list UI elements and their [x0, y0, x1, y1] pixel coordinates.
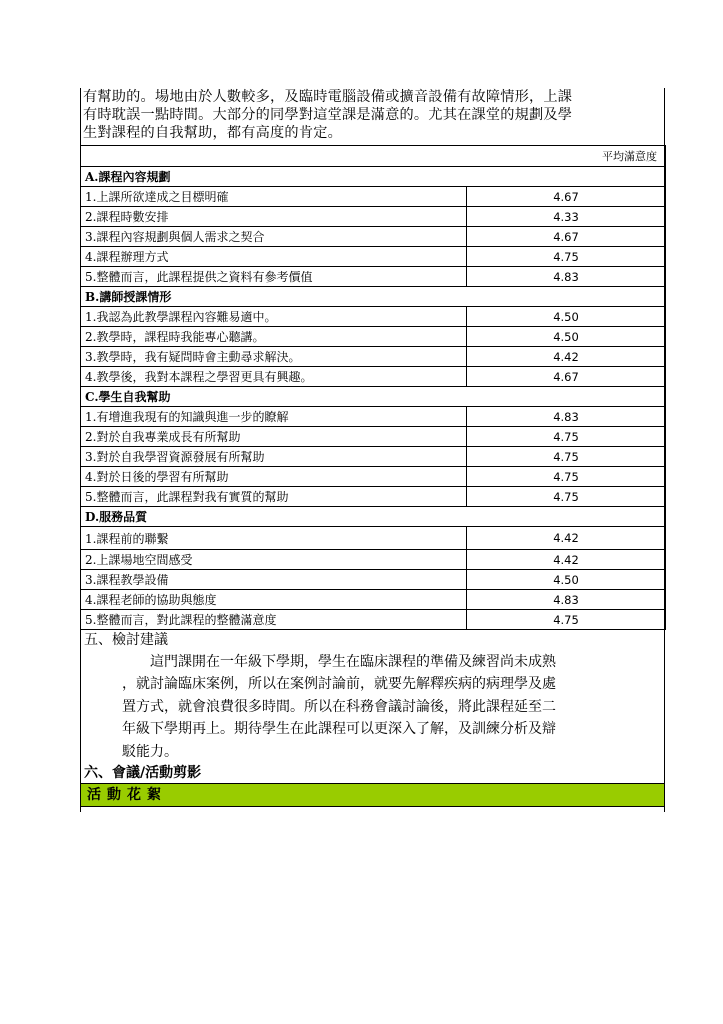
review-paragraph: [122, 651, 652, 763]
item-score: 4.75: [467, 467, 666, 487]
table-row: [81, 267, 666, 287]
table-header-row: [81, 146, 666, 167]
review-line: 年級下學期再上。期待學生在此課程可以更深入了解，及訓練分析及辯: [122, 721, 556, 738]
item-score: 4.75: [467, 427, 666, 447]
item-score: 4.50: [467, 307, 666, 327]
item-label: 1.上課所欲達成之目標明確: [81, 187, 467, 207]
item-score: 4.50: [467, 570, 666, 590]
item-label: 1.課程前的聯繫: [81, 527, 467, 550]
review-heading: 五、檢討建議: [84, 632, 168, 648]
item-score: 4.75: [467, 610, 666, 630]
table-row: [81, 367, 666, 387]
average-satisfaction-header: 平均滿意度: [81, 146, 666, 167]
table-row: [81, 407, 666, 427]
item-score: 4.75: [467, 487, 666, 507]
table-row: [81, 427, 666, 447]
table-row: [81, 447, 666, 467]
item-label: 3.課程教學設備: [81, 570, 467, 590]
table-row: [81, 227, 666, 247]
section-row-c: [81, 387, 666, 407]
item-label: 5.整體而言，此課程對我有實質的幫助: [81, 487, 467, 507]
table-row: [81, 347, 666, 367]
item-score: 4.42: [467, 527, 666, 550]
item-label: 1.我認為此教學課程內容難易適中。: [81, 307, 467, 327]
table-row: [81, 590, 666, 610]
item-label: 3.對於自我學習資源發展有所幫助: [81, 447, 467, 467]
review-line: 置方式，就會浪費很多時間。所以在科務會議討論後，將此課程延至二: [122, 698, 556, 715]
section-title: D.服務品質: [81, 507, 666, 527]
item-label: 4.教學後，我對本課程之學習更具有興趣。: [81, 367, 467, 387]
item-label: 5.整體而言，此課程提供之資料有參考價值: [81, 267, 467, 287]
section-title: A.課程內容規劃: [81, 167, 666, 187]
item-score: 4.67: [467, 367, 666, 387]
table-row: [81, 527, 666, 550]
item-score: 4.75: [467, 447, 666, 467]
review-line: 這門課開在一年級下學期，學生在臨床課程的準備及練習尚未成熟: [122, 654, 556, 670]
table-row: [81, 247, 666, 267]
table-row: [81, 610, 666, 630]
item-score: 4.50: [467, 327, 666, 347]
item-label: 3.教學時，我有疑問時會主動尋求解決。: [81, 347, 467, 367]
item-label: 4.課程老師的協助與態度: [81, 590, 467, 610]
review-line: 駁能力。: [122, 743, 178, 760]
item-score: 4.75: [467, 247, 666, 267]
photos-banner: [80, 783, 665, 807]
item-label: 5.整體而言，對此課程的整體滿意度: [81, 610, 467, 630]
table-row: [81, 327, 666, 347]
table-row: [81, 307, 666, 327]
item-score: 4.67: [467, 187, 666, 207]
item-label: 4.課程辦理方式: [81, 247, 467, 267]
section-title: C.學生自我幫助: [81, 387, 666, 407]
section-row-d: [81, 507, 666, 527]
item-label: 2.對於自我專業成長有所幫助: [81, 427, 467, 447]
item-score: 4.67: [467, 227, 666, 247]
item-score: 4.83: [467, 590, 666, 610]
item-label: 1.有增進我現有的知識與進一步的瞭解: [81, 407, 467, 427]
item-score: 4.83: [467, 407, 666, 427]
review-line: ，就討論臨床案例，所以在案例討論前，就要先解釋疾病的病理學及處: [122, 676, 556, 693]
item-score: 4.33: [467, 207, 666, 227]
section-title: B.講師授課情形: [81, 287, 666, 307]
table-row: [81, 187, 666, 207]
item-label: 3.課程內容規劃與個人需求之契合: [81, 227, 467, 247]
item-score: 4.42: [467, 550, 666, 570]
table-row: [81, 487, 666, 507]
table-row: [81, 207, 666, 227]
satisfaction-table: [80, 145, 666, 630]
intro-line: 生對課程的自我幫助，都有高度的肯定。: [83, 125, 342, 141]
section-row-b: [81, 287, 666, 307]
item-score: 4.42: [467, 347, 666, 367]
intro-paragraph: [83, 88, 663, 142]
item-score: 4.83: [467, 267, 666, 287]
section-row-a: [81, 167, 666, 187]
item-label: 2.上課場地空間感受: [81, 550, 467, 570]
photos-heading: 六、會議/活動剪影: [84, 765, 202, 781]
item-label: 2.教學時，課程時我能專心聽講。: [81, 327, 467, 347]
item-label: 2.課程時數安排: [81, 207, 467, 227]
intro-line: 有幫助的。場地由於人數較多，及臨時電腦設備或擴音設備有故障情形，上課: [83, 89, 573, 105]
table-row: [81, 550, 666, 570]
intro-line: 有時耽誤一點時間。大部分的同學對這堂課是滿意的。尤其在課堂的規劃及學: [83, 107, 573, 123]
photos-banner-label: 活動花絮: [87, 787, 167, 803]
table-row: [81, 570, 666, 590]
item-label: 4.對於日後的學習有所幫助: [81, 467, 467, 487]
table-row: [81, 467, 666, 487]
